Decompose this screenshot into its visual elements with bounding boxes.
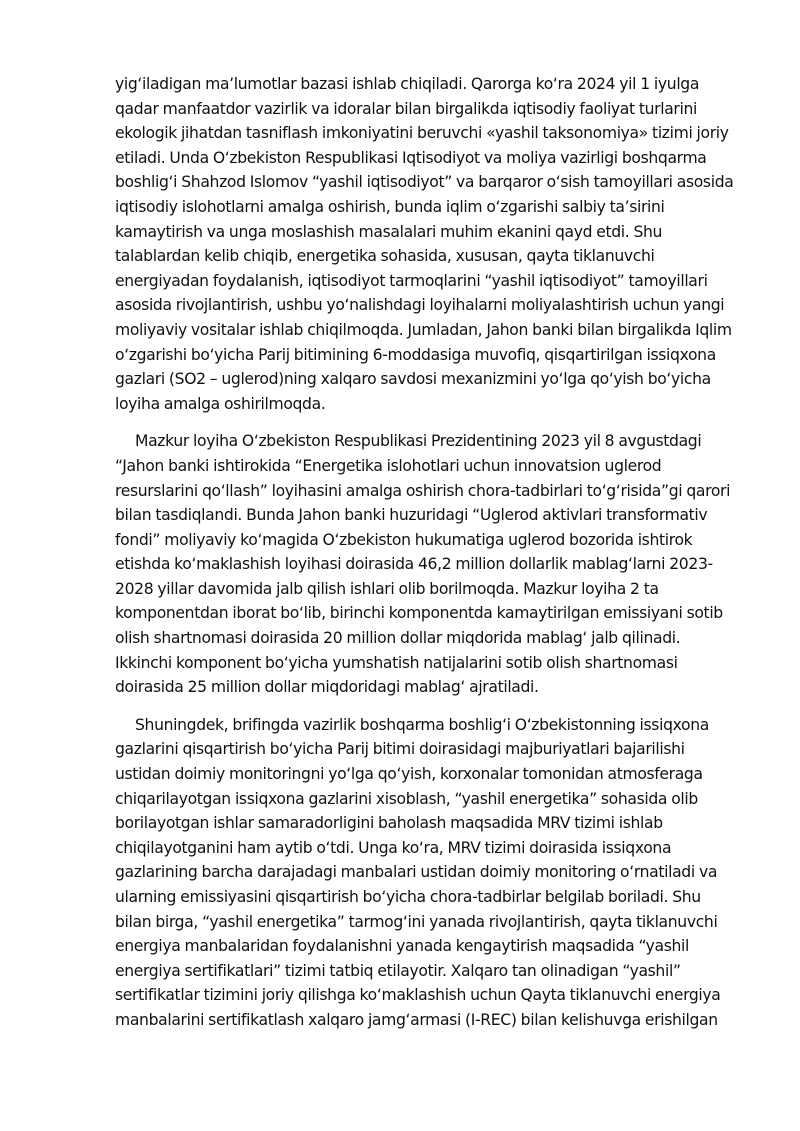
paragraph-3: Shuningdek, brifingda vazirlik boshqarma boshlig‘i O‘zbekistonning issiqxona gazlarini qisqartirish bo‘yicha Parij bitimi doirasidagi majburiyatlari bajarilishi ustidan doimiy monitoringni yo‘lga qo‘yish, korxonalar tomonidan atmosferaga chiqarilayotgan issiqxona gazlarini xisoblash, “yashil energetika” sohasida olib borilayotgan ishlar samaradorligini baholash maqsadida MRV tizimi ishlab chiqilayotganini ham aytib o‘tdi. Unga ko‘ra, MRV tizimi doirasida issiqxona gazlarining barcha darajadagi manbalari ustidan doimiy monitoring o‘rnatiladi va ularning emissiyasini qisqartirish bo‘yicha chora-tadbirlar belgilab boriladi. Shu bilan birga, “yashil energetika” tarmog‘ini yanada rivojlantirish, qayta tiklanuvchi energiya manbalaridan foydalanishni yanada kengaytirish maqsadida “yashil energiya sertifikatlari” tizimi tatbiq etilayotir. Xalqaro tan olinadigan “yashil” sertifikatlar tizimini joriy qilishga ko‘maklashish uchun Qayta tiklanuvchi energiya manbalarini sertifikatlash xalqaro jamg‘armasi (I-REC) bilan kelishuvga erishilgan xyxy=(115,715,721,1029)
paragraph-1: yig‘iladigan ma’lumotlar bazasi ishlab chiqiladi. Qarorga ko‘ra 2024 yil 1 iyulga qadar manfaatdor vazirlik va idoralar bilan birgalikda iqtisodiy faoliyat turlarini ekologik jihatdan tasniflash imkoniyatini beruvchi «yashil taksonomiya» tizimi joriy etiladi. Unda O‘zbekiston Respublikasi Iqtisodiyot va moliya vazirligi boshqarma boshlig‘i Shahzod Islomov “yashil iqtisodiyot” va barqaror o‘sish tamoyillari asosida iqtisodiy islohotlarni amalga oshirish, bunda iqlim o‘zgarishi salbiy ta’sirini kamaytirish va unga moslashish masalalari muhim ekanini qayd etdi. Shu talablardan kelib chiqib, energetika sohasida, xususan, qayta tiklanuvchi energiyadan foydalanish, iqtisodiyot tarmoqlarini “yashil iqtisodiyot” tamoyillari asosida rivojlantirish, ushbu yo‘nalishdagi loyihalarni moliyalashtirish uchun yangi moliyaviy vositalar ishlab chiqilmoqda. Jumladan, Jahon banki bilan birgalikda Iqlim o‘zgarishi bo‘yicha Parij bitimining 6-moddasiga muvofiq, qisqartirilgan issiqxona gazlari (SO2 – uglerod)ning xalqaro savdosi mexanizmini yo‘lga qo‘yish bo‘yicha loyiha amalga oshirilmoqda. xyxy=(115,75,734,413)
document-page xyxy=(115,72,735,1033)
paragraph-2: Mazkur loyiha O‘zbekiston Respublikasi Prezidentining 2023 yil 8 avgustdagi “Jahon banki ishtirokida “Energetika islohotlari uchun innovatsion uglerod resurslarini qo‘llash” loyihasini amalga oshirish chora-tadbirlari to‘g‘risida”gi qarori bilan tasdiqlandi. Bunda Jahon banki huzuridagi “Uglerod aktivlari transformativ fondi” moliyaviy ko‘magida O‘zbekiston hukumatiga uglerod bozorida ishtirok etishda ko‘maklashish loyihasi doirasida 46,2 million dollarlik mablag‘larni 2023-2028 yillar davomida jalb qilish ishlari olib borilmoqda. Mazkur loyiha 2 ta komponentdan iborat bo‘lib, birinchi komponentda kamaytirilgan emissiyani sotib olish shartnomasi doirasida 20 million dollar miqdorida mablag‘ jalb qilinadi. Ikkinchi komponent bo‘yicha yumshatish natijalarini sotib olish shartnomasi doirasida 25 million dollar miqdoridagi mablag‘ ajratiladi. xyxy=(115,432,731,697)
